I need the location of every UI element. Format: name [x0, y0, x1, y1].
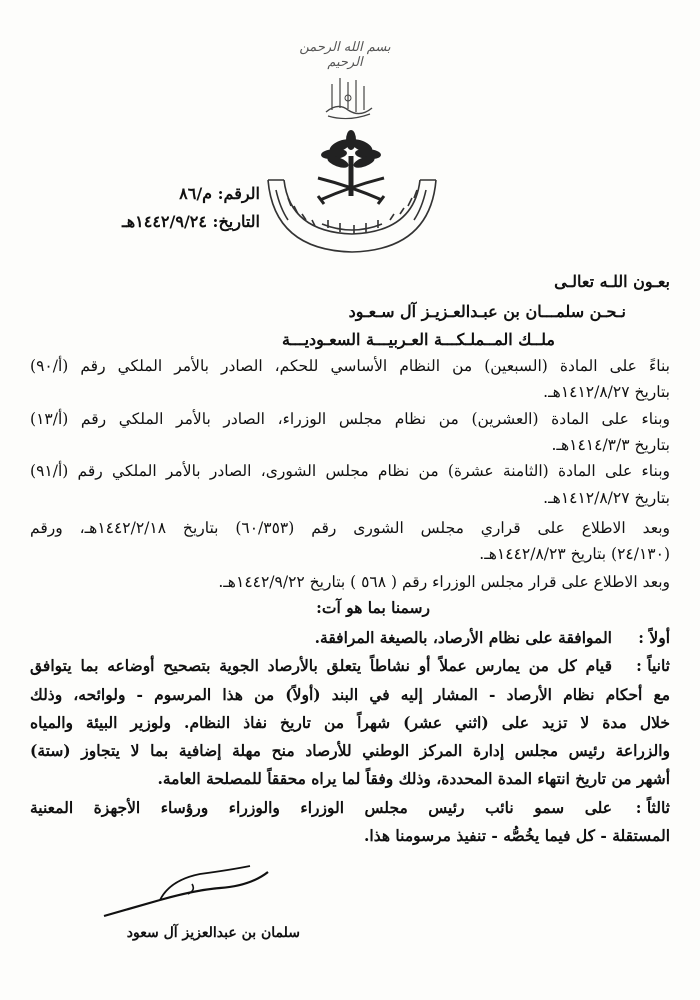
decree-number: الرقم: م/٨٦	[179, 184, 260, 203]
document-meta	[70, 180, 260, 236]
decree-opening-line: رسمنا بما هو آت:	[316, 598, 430, 617]
clause-line: قيام كل من يمارس عملاً أو نشاطاً يتعلق بالأرصاد الجوية بتصحيح أوضاعه بما يتوافق	[30, 656, 612, 675]
clause-line: المستقلة - كل فيما يخُصُّه - تنفيذ مرسومنا هذا.	[364, 826, 670, 845]
basmala-calligraphy: بسم الله الرحمن الرحيم	[299, 40, 391, 70]
signature-icon	[100, 860, 275, 920]
recital-line: وبناء على المادة (العشرين) من نظام مجلس الوزراء، الصادر بالأمر الملكي رقم (أ/١٣)	[30, 410, 670, 428]
palm-swords-icon	[262, 128, 442, 260]
recital-line: (٢٤/١٣٠) بتاريخ ١٤٤٢/٨/٢٣هـ.	[479, 545, 670, 563]
shahada-calligraphy-icon	[318, 72, 378, 122]
clause-line: أشهر من تاريخ انتهاء المدة المحددة، وذلك وفقاً لما يراه محققاً للمصلحة العامة.	[157, 769, 670, 788]
invocation-line: بعـون اللـه تعالـى	[554, 272, 670, 291]
signer-name: سلمان بن عبدالعزيز آل سعود	[126, 925, 300, 941]
recital-line: وبعد الاطلاع على قرار مجلس الوزراء رقم ( ٥٦٨ ) بتاريخ ١٤٤٢/٩/٢٢هـ.	[218, 573, 670, 591]
recital-line: بتاريخ ١٤١٢/٨/٢٧هـ.	[543, 489, 670, 507]
recital-line: وبناء على المادة (الثامنة عشرة) من نظام مجلس الشورى، الصادر بالأمر الملكي رقم (أ/٩١)	[30, 462, 670, 480]
clause-line: الموافقة على نظام الأرصاد، بالصيغة المرافقة.	[314, 628, 612, 647]
clause-line: خلال مدة لا تزيد على (اثني عشر) شهراً من تاريخ نفاذ النظام. ولوزير البيئة والمياه	[30, 713, 670, 732]
clause-line: والزراعة رئيس مجلس إدارة المركز الوطني للأرصاد منح مهلة إضافية بما لا يتجاوز (ستة)	[30, 741, 670, 760]
clause-line: على سمو نائب رئيس مجلس الوزراء والوزراء ورؤساء الأجهزة المعنية	[30, 798, 612, 817]
saudi-emblem	[262, 128, 442, 260]
decree-date: التاريخ: ١٤٤٢/٩/٢٤هـ	[122, 212, 260, 231]
clause-label: ثالثاً :	[635, 798, 670, 817]
recital-line: وبعد الاطلاع على قراري مجلس الشورى رقم (٦٠/٣٥٣) بتاريخ ١٤٤٢/٢/١٨هـ، ورقم	[30, 519, 671, 537]
clause-line: مع أحكام نظام الأرصاد - المشار إليه في البند (أولاً) من هذا المرسوم - ولوائحه، وذلك	[30, 685, 670, 704]
clause-label: أولاً :	[638, 628, 670, 647]
clause-label: ثانياً :	[636, 656, 670, 675]
king-name-line: نـحـن سلمـــان بن عبـدالعـزيـز آل سـعـود	[348, 302, 626, 321]
recital-line: بتاريخ ١٤١٤/٣/٣هـ.	[551, 436, 670, 454]
recital-line: بناءً على المادة (السبعين) من النظام الأساسي للحكم، الصادر بالأمر الملكي رقم (أ/٩٠)	[30, 357, 670, 375]
recital-line: بتاريخ ١٤١٢/٨/٢٧هـ.	[543, 383, 670, 401]
kingdom-line: ملــك المــملـكـــة العـربيـــة السعـوديـــة	[281, 330, 555, 349]
